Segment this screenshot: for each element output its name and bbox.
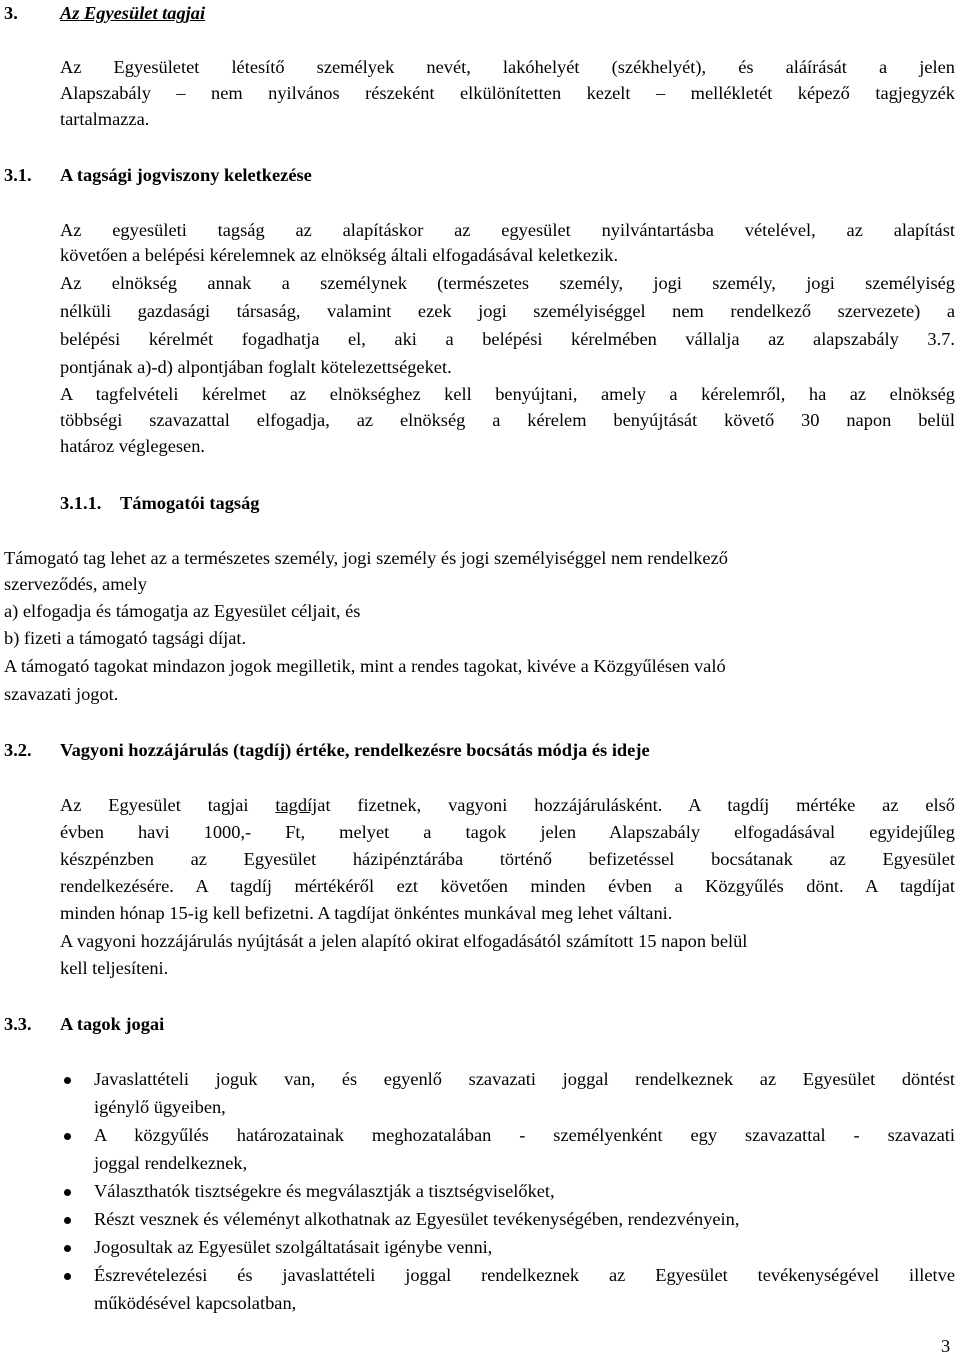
paragraph-line: minden hónap 15-ig kell befizetni. A tagdíjat önkéntes munkával meg lehet váltani. <box>60 903 673 923</box>
section-number: 3. <box>4 3 18 23</box>
subsection-number: 3.3. <box>4 1014 32 1034</box>
bullet-icon <box>64 1189 71 1196</box>
page-number: 3 <box>941 1336 951 1356</box>
list-item: Javaslattételi joguk van, és egyenlő szavazati joggal rendelkeznek az Egyesület döntést <box>94 1069 955 1089</box>
subsection-title: Támogatói tagság <box>120 493 260 513</box>
paragraph-line: Alapszabály – nem nyilvános részeként elkülönítetten kezelt – mellékletét képező tagjegyzék <box>60 83 955 103</box>
bullet-icon <box>64 1077 71 1084</box>
list-item: Részt vesznek és véleményt alkothatnak az Egyesület tevékenységében, rendezvényein, <box>94 1209 740 1229</box>
paragraph-line: a) elfogadja és támogatja az Egyesület céljait, és <box>4 601 361 621</box>
bullet-icon <box>64 1273 71 1280</box>
paragraph-line: Az Egyesület tagjai tagdíjat fizetnek, vagyoni hozzájárulásként. A tagdíj mértéke az első <box>60 795 955 815</box>
bullet-icon <box>64 1133 71 1140</box>
section-title: Az Egyesület tagjai <box>60 3 206 23</box>
subsection-title: A tagsági jogviszony keletkezése <box>60 165 312 185</box>
paragraph-line: rendelkezésére. A tagdíj mértékéről ezt követően minden évben a Közgyűlés dönt. A tagdíjat <box>60 876 955 896</box>
bullet-icon <box>64 1245 71 1252</box>
paragraph-line: A tagfelvételi kérelmet az elnökséghez kell benyújtani, amely a kérelemről, ha az elnökség <box>60 384 955 404</box>
list-item: A közgyűlés határozatainak meghozatalában - személyenként egy szavazattal - szavazati <box>94 1125 955 1145</box>
underlined-word: tagdíj <box>275 795 318 815</box>
paragraph-line: évben havi 1000,- Ft, melyet a tagok jelen Alapszabály elfogadásával egyidejűleg <box>60 822 955 842</box>
list-item: Észrevételezési és javaslattételi joggal rendelkeznek az Egyesület tevékenységével illetve <box>94 1265 955 1285</box>
paragraph-line: szerveződés, amely <box>4 574 147 594</box>
paragraph-line: b) fizeti a támogató tagsági díjat. <box>4 628 247 648</box>
subsection-title: A tagok jogai <box>60 1014 165 1034</box>
paragraph-line: tartalmazza. <box>60 109 150 129</box>
list-item: Választhatók tisztségekre és megválasztják a tisztségviselőket, <box>94 1181 555 1201</box>
paragraph-line: Az Egyesületet létesítő személyek nevét, lakóhelyét (székhelyét), és aláírását a jelen <box>60 57 955 77</box>
subsection-title: Vagyoni hozzájárulás (tagdíj) értéke, rendelkezésre bocsátás módja és ideje <box>60 740 650 760</box>
paragraph-line: Az egyesületi tagság az alapításkor az egyesület nyilvántartásba vételével, az alapítást <box>60 220 955 240</box>
subsection-number: 3.1.1. <box>60 493 102 513</box>
list-item: Jogosultak az Egyesület szolgáltatásait igénybe venni, <box>94 1237 493 1257</box>
paragraph-line: Támogató tag lehet az a természetes személy, jogi személy és jogi személyiséggel nem rendelkező <box>4 548 728 568</box>
paragraph-line: Az elnökség annak a személynek (természetes személy, jogi személy, jogi személyiség <box>60 273 955 293</box>
bullet-icon <box>64 1217 71 1224</box>
paragraph-line: készpénzben az Egyesület házipénztárába történő befizetéssel bocsátanak az Egyesület <box>60 849 955 869</box>
subsection-number: 3.1. <box>4 165 32 185</box>
paragraph-line: kell teljesíteni. <box>60 958 169 978</box>
paragraph-line: belépési kérelmét fogadhatja el, aki a belépési kérelmében vállalja az alapszabály 3.7. <box>60 329 955 349</box>
paragraph-line: határoz véglegesen. <box>60 436 206 456</box>
subsection-number: 3.2. <box>4 740 32 760</box>
paragraph-line: A vagyoni hozzájárulás nyújtását a jelen alapító okirat elfogadásától számított 15 napon belül <box>60 931 748 951</box>
paragraph-line: szavazati jogot. <box>4 684 119 704</box>
paragraph-line: követően a belépési kérelemnek az elnökség általi elfogadásával keletkezik. <box>60 245 619 265</box>
paragraph-line: A támogató tagokat mindazon jogok megilletik, mint a rendes tagokat, kivéve a Közgyűlésen való <box>4 656 726 676</box>
list-item-continuation: igénylő ügyeiben, <box>94 1097 226 1117</box>
paragraph-line: többségi szavazattal elfogadja, az elnökség a kérelem benyújtását követő 30 napon belül <box>60 410 955 430</box>
paragraph-line: nélküli gazdasági társaság, valamint ezek jogi személyiséggel nem rendelkező szervezete) a <box>60 301 955 321</box>
list-item-continuation: joggal rendelkeznek, <box>94 1153 248 1173</box>
paragraph-line: pontjának a)-d) alpontjában foglalt kötelezettségeket. <box>60 357 452 377</box>
list-item-continuation: működésével kapcsolatban, <box>94 1293 297 1313</box>
